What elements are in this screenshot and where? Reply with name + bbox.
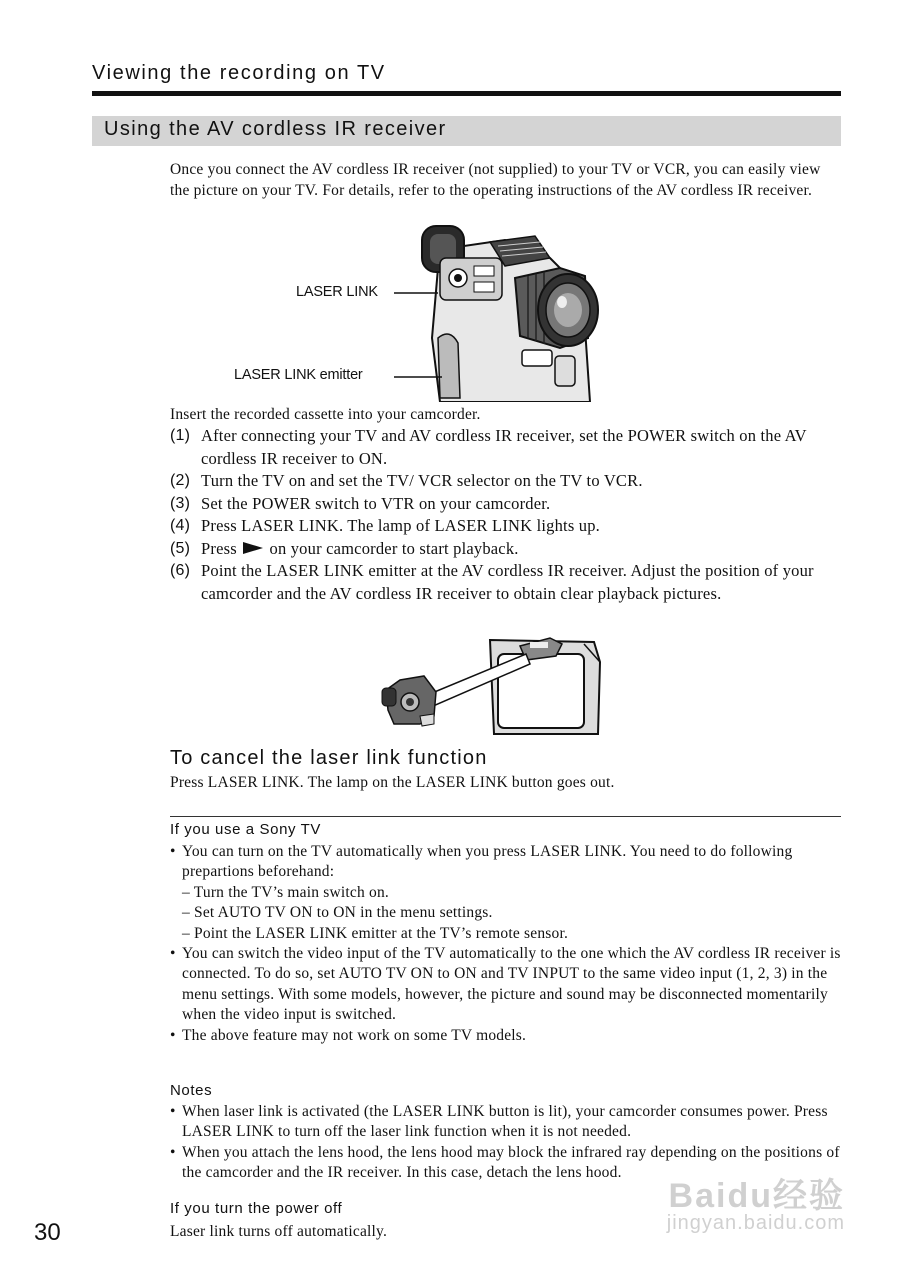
sony-bullet-1: You can turn on the TV automatically when you press LASER LINK. You need to do following prepartions beforehand: (182, 843, 793, 881)
step-number: (6) (170, 562, 191, 579)
label-laser-link: LASER LINK (296, 284, 378, 300)
step-number: (5) (170, 539, 191, 557)
header-rule (92, 91, 841, 96)
steps-list (170, 425, 842, 605)
watermark-logo: Baidu经验 (668, 1177, 845, 1215)
cancel-text: Press LASER LINK. The lamp on the LASER LINK button goes out. (170, 774, 615, 791)
insert-cassette-text: Insert the recorded cassette into your camcorder. (170, 406, 481, 423)
step-text: Turn the TV on and set the TV/ VCR selector on the TV to VCR. (201, 471, 643, 490)
step-number: (4) (170, 517, 191, 534)
sony-bullet-2: You can switch the video input of the TV automatically to the one which the AV cordless IR receiver is connected. To do so, set AUTO TV ON to ON and TV INPUT to the same video input (1, 2, 3) in the menu settings. With some models, however, the picture and sound may be disconnected momentarily when the video input is switched. (182, 945, 841, 1024)
cancel-heading: To cancel the laser link function (170, 747, 488, 769)
power-off-text: Laser link turns off automatically. (170, 1223, 388, 1240)
list-item (170, 842, 842, 944)
sub-item: – Point the LASER LINK emitter at the TV’s remote sensor. (182, 924, 569, 942)
sub-item: – Set AUTO TV ON to ON in the menu settings. (182, 904, 493, 922)
step-number: (1) (170, 427, 191, 444)
note-text: When you attach the lens hood, the lens hood may block the infrared ray depending on the positions of the camcorder and the IR receiver. In this case, detach the lens hood. (182, 1143, 840, 1182)
step-text: After connecting your TV and AV cordless IR receiver, set the POWER switch on the AV cordless IR receiver to ON. (201, 426, 807, 468)
watermark-url: jingyan.baidu.com (666, 1212, 845, 1234)
bullet: • (170, 945, 176, 963)
step-text-before: Press (201, 538, 237, 558)
step-text: Set the POWER switch to VTR on your camcorder. (201, 493, 551, 513)
sony-tv-list (170, 842, 842, 1046)
step-text-after: on your camcorder to start playback. (269, 538, 519, 558)
step-item (170, 470, 842, 493)
list-item (170, 1102, 842, 1143)
label-laser-link-emitter: LASER LINK emitter (234, 367, 363, 383)
step-item (170, 493, 842, 516)
sub-item: – Turn the TV’s main switch on. (182, 883, 389, 901)
tv-camcorder-illustration (380, 632, 604, 740)
figure-leader-lines (394, 288, 444, 388)
sony-tv-heading: If you use a Sony TV (170, 821, 321, 838)
page-number: 30 (34, 1219, 61, 1246)
page-header-title: Viewing the recording on TV (92, 62, 386, 84)
section-divider (170, 816, 841, 817)
step-text: Point the LASER LINK emitter at the AV cordless IR receiver. Adjust the position of your camcorder and the AV cordless IR receiver to obtain clear playback pictures. (201, 561, 814, 603)
step-item (170, 538, 842, 561)
notes-heading: Notes (170, 1082, 213, 1099)
note-text: When laser link is activated (the LASER LINK button is lit), your camcorder consumes power. Press LASER LINK to turn off the laser link function when it is not needed. (182, 1103, 828, 1141)
intro-paragraph: Once you connect the AV cordless IR receiver (not supplied) to your TV or VCR, you can easily view the picture on your TV. For details, refer to the operating instructions of the AV cordless IR receiver. (170, 161, 821, 199)
play-icon (243, 542, 263, 554)
bullet: • (170, 1103, 176, 1120)
step-item (170, 425, 842, 470)
step-item (170, 560, 842, 605)
list-item (170, 1026, 842, 1046)
power-off-heading: If you turn the power off (170, 1200, 343, 1217)
bullet: • (170, 1143, 176, 1161)
step-text: Press LASER LINK. The lamp of LASER LINK lights up. (201, 516, 600, 535)
sony-sub-list (182, 883, 842, 944)
list-item (170, 944, 842, 1026)
bullet: • (170, 1026, 176, 1044)
sony-bullet-3: The above feature may not work on some TV models. (182, 1026, 527, 1044)
bullet: • (170, 843, 176, 860)
section-title: Using the AV cordless IR receiver (104, 118, 447, 140)
step-number: (2) (170, 472, 191, 489)
step-item (170, 515, 842, 538)
step-number: (3) (170, 494, 191, 512)
